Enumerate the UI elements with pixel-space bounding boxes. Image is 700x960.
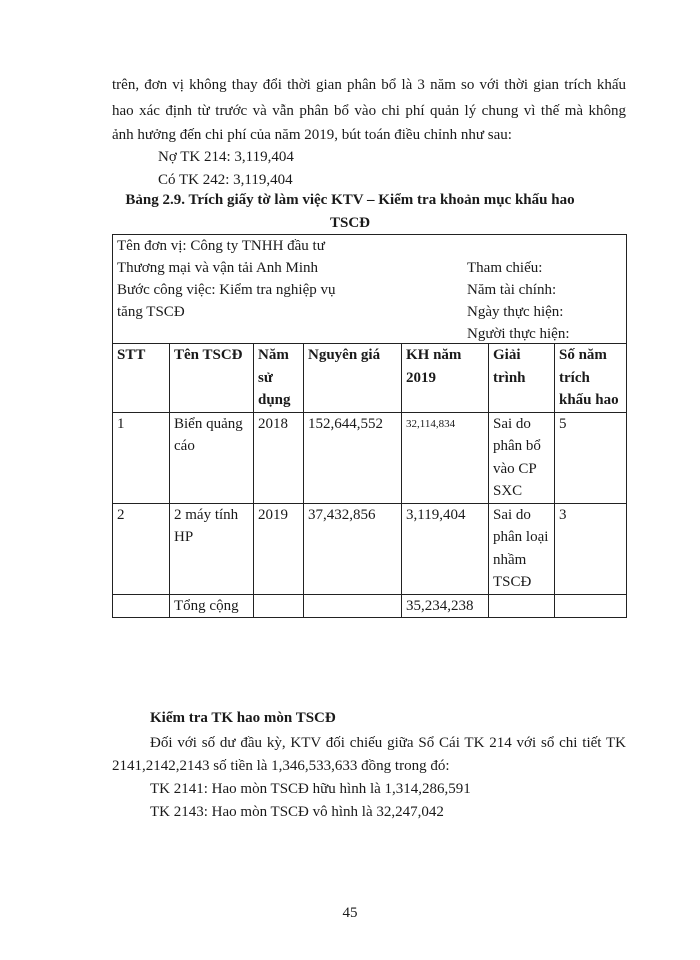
cell-empty [113,594,170,618]
total-row [113,594,627,618]
cell-stt: 2 [113,503,170,594]
tk2143-line: TK 2143: Hao mòn TSCĐ vô hình là 32,247,042 [150,804,444,820]
debit-entry: Nợ TK 214: 3,119,404 [158,149,294,165]
performer-label: Người thực hiện: [467,326,570,342]
cell-year: 2018 [254,412,304,503]
paragraph-line: ảnh hưởng đến chi phí của năm 2019, bút toán điều chỉnh như sau: [112,127,512,143]
col-depr: KH năm 2019 [402,344,489,413]
table-caption: Bảng 2.9. Trích giấy tờ làm việc KTV – Kiểm tra khoản mục khấu hao [125,192,575,208]
unit-name: Tên đơn vị: Công ty TNHH đầu tư [117,238,325,254]
cell-depr: 3,119,404 [402,503,489,594]
page-number: 45 [342,905,358,921]
total-label: Tổng cộng [170,594,254,618]
col-years-depr: Số năm trích khấu hao [555,344,627,413]
column-header-row [113,344,627,413]
col-stt: STT [113,344,170,413]
workpaper-table [112,234,627,618]
col-cost: Nguyên giá [304,344,402,413]
workpaper-header [113,235,627,344]
workpaper-header-row [113,235,627,344]
cell-empty [254,594,304,618]
table-row [113,503,627,594]
credit-entry: Có TK 242: 3,119,404 [158,172,293,188]
cell-explain: Sai do phân loại nhầm TSCĐ [489,503,555,594]
section-heading: Kiểm tra TK hao mòn TSCĐ [150,710,336,726]
date-label: Ngày thực hiện: [467,304,564,320]
tk2141-line: TK 2141: Hao mòn TSCĐ hữu hình là 1,314,286,591 [150,781,471,797]
cell-year: 2019 [254,503,304,594]
col-explain: Giải trình [489,344,555,413]
cell-name: Biển quảng cáo [170,412,254,503]
paragraph-line: hao xác định từ trước và vẫn phân bổ vào chi phí quản lý chung vì thế mà không [112,103,626,119]
cell-empty [489,594,555,618]
cell-years-depr: 5 [555,412,627,503]
col-year: Năm sử dụng [254,344,304,413]
work-step-cont: tăng TSCĐ [117,304,185,320]
unit-name-cont: Thương mại và vận tải Anh Minh [117,260,319,276]
paragraph-line: trên, đơn vị không thay đổi thời gian phân bổ là 3 năm so với thời gian trích khấu [112,77,626,93]
work-step: Bước công việc: Kiểm tra nghiệp vụ [117,282,336,298]
cell-name: 2 máy tính HP [170,503,254,594]
total-depr: 35,234,238 [402,594,489,618]
cell-stt: 1 [113,412,170,503]
cell-cost: 152,644,552 [304,412,402,503]
cell-years-depr: 3 [555,503,627,594]
table-caption-cont: TSCĐ [329,215,370,231]
paragraph-line: 2141,2142,2143 số tiền là 1,346,533,633 đồng trong đó: [112,758,450,774]
cell-empty [304,594,402,618]
cell-empty [555,594,627,618]
cell-depr: 32,114,834 [402,412,489,503]
cell-cost: 37,432,856 [304,503,402,594]
reference-label: Tham chiếu: [467,260,543,276]
cell-explain: Sai do phân bổ vào CP SXC [489,412,555,503]
col-name: Tên TSCĐ [170,344,254,413]
paragraph-line: Đối với số dư đầu kỳ, KTV đối chiếu giữa Sổ Cái TK 214 với sổ chi tiết TK [150,735,626,751]
table-row [113,412,627,503]
fiscal-year-label: Năm tài chính: [467,282,557,298]
